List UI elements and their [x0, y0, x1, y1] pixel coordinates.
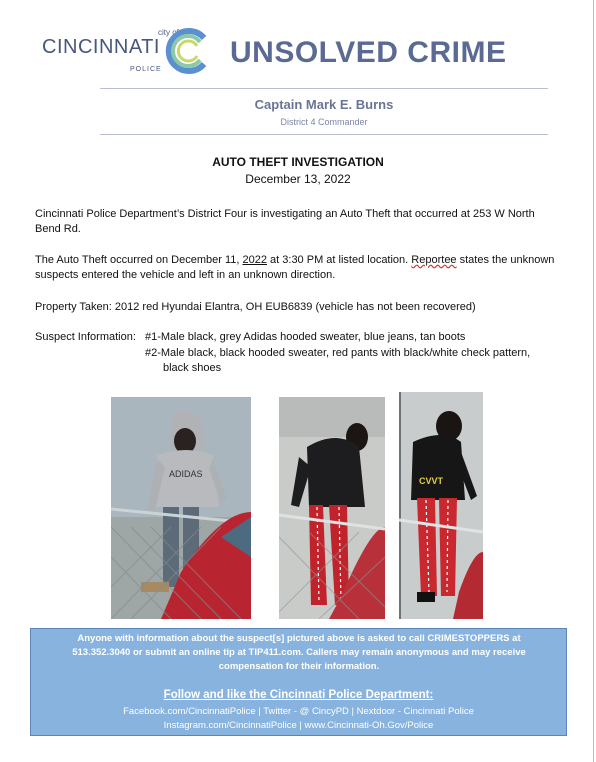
divider-top	[100, 88, 548, 89]
captain-name: Captain Mark E. Burns	[254, 97, 394, 112]
logo-name-text: CINCINNATI	[42, 36, 160, 58]
footer-social-links-2[interactable]: Instagram.com/CincinnatiPolice | www.Cincinnati-Oh.Gov/Police	[163, 720, 434, 731]
p2-b: at 3:30 PM at listed location.	[266, 254, 412, 266]
suspect-photo-1	[111, 397, 251, 619]
logo-police-text: POLICE	[130, 66, 162, 73]
footer-follow-heading[interactable]: Follow and like the Cincinnati Police Department:	[163, 689, 434, 701]
page-title: UNSOLVED CRIME	[230, 36, 507, 69]
footer-social-links-1[interactable]: Facebook.com/CincinnatiPolice | Twitter - @ CincyPD | Nextdoor - Cincinnati Police	[123, 706, 474, 717]
tip-footer	[30, 628, 567, 736]
page-edge	[593, 0, 594, 762]
suspect-photo-2	[279, 397, 385, 619]
p2-a: The Auto Theft occurred on December 11,	[35, 254, 243, 266]
suspect-1: #1-Male black, grey Adidas hooded sweater, blue jeans, tan boots	[145, 331, 466, 343]
photo3-shirt-text: CVVT	[419, 476, 444, 486]
footer-info: Anyone with information about the suspect[s] pictured above is asked to call CRIMESTOPPERS at 513.352.3040 or submit an online tip at TIP411.com. Callers may remain anonymous and may receive compensation for their information.	[72, 633, 526, 672]
logo-city-text: city of	[158, 28, 179, 37]
p2-c: states the unknown suspects entered the vehicle and left in an unknown direction.	[35, 254, 555, 281]
suspect-photo-2-image	[279, 397, 385, 619]
paragraph-location: Cincinnati Police Department’s District Four is investigating an Auto Theft that occurred at 253 W North Bend Rd.	[35, 208, 535, 235]
paragraph-property: Property Taken: 2012 red Hyundai Elantra, OH EUB6839 (vehicle has not been recovered)	[35, 301, 476, 313]
suspect-photo-3	[399, 392, 483, 619]
suspect-2-cont: black shoes	[163, 362, 222, 374]
paragraph-incident	[35, 253, 560, 283]
notice-date: December 13, 2022	[245, 172, 351, 186]
suspect-photo-1-image	[111, 397, 251, 619]
logo-c-icon	[164, 26, 214, 76]
suspect-label: Suspect Information:	[35, 331, 136, 343]
suspect-2: #2-Male black, black hooded sweater, red pants with black/white check pattern,	[145, 347, 531, 359]
p2-reportee: Reportee	[411, 254, 457, 266]
divider-bottom	[100, 134, 548, 135]
p2-year: 2022	[242, 254, 267, 266]
suspect-photo-3-image	[399, 392, 483, 619]
district-title: District 4 Commander	[280, 117, 368, 127]
photo1-shirt-text: ADIDAS	[169, 469, 203, 479]
notice-headline: AUTO THEFT INVESTIGATION	[212, 155, 384, 169]
cincinnati-police-logo	[40, 26, 215, 81]
